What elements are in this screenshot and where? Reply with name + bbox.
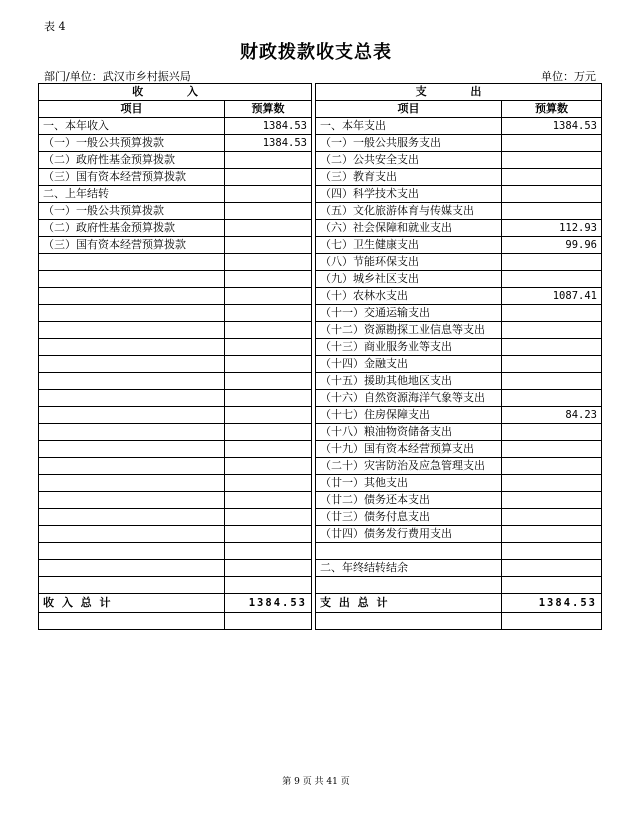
expense-item-cell: （廿三）债务付息支出 [316,509,502,526]
income-total-label: 收 入 总 计 [39,594,225,613]
expense-value-cell [502,526,602,543]
expense-value-cell: 112.93 [502,220,602,237]
blank-row [39,613,602,630]
page-footer: 第 9 页 共 41 页 [282,777,350,787]
expense-item-cell: （十二）资源勘探工业信息等支出 [316,322,502,339]
expense-value-cell [502,475,602,492]
expense-value-cell: 1087.41 [502,288,602,305]
income-value-cell [225,186,312,203]
income-item-cell [39,305,225,322]
expense-item-cell: （十一）交通运输支出 [316,305,502,322]
expense-item-cell: （十三）商业服务业等支出 [316,339,502,356]
income-value-cell [225,407,312,424]
expense-item-cell: （八）节能环保支出 [316,254,502,271]
income-item-cell [39,526,225,543]
expense-value-cell [502,152,602,169]
income-value-cell: 1384.53 [225,135,312,152]
expense-item-cell: 一、本年支出 [316,118,502,135]
income-value-cell [225,577,312,594]
income-item-cell [39,543,225,560]
table-row [39,543,602,560]
income-item-cell: （三）国有资本经营预算拨款 [39,169,225,186]
unit-label: 单位：万元 [541,70,596,83]
income-value-cell [225,475,312,492]
expense-item-cell: （五）文化旅游体育与传媒支出 [316,203,502,220]
expense-item-cell: （三）教育支出 [316,169,502,186]
income-value-cell [225,203,312,220]
table-row [39,152,602,169]
expense-value-cell [502,441,602,458]
expense-item-cell [316,577,502,594]
table-row [39,577,602,594]
table-row [39,526,602,543]
expense-value-cell: 1384.53 [502,118,602,135]
income-item-cell: （三）国有资本经营预算拨款 [39,237,225,254]
income-value-cell [225,254,312,271]
income-value-cell [225,322,312,339]
expense-value-cell: 84.23 [502,407,602,424]
table-row [39,220,602,237]
income-value-cell [225,288,312,305]
expense-item-cell: （二）公共安全支出 [316,152,502,169]
expense-item-cell: （十九）国有资本经营预算支出 [316,441,502,458]
table-row [39,458,602,475]
table-row [39,509,602,526]
income-item-cell: （二）政府性基金预算拨款 [39,152,225,169]
expense-item-cell: （廿二）债务还本支出 [316,492,502,509]
expense-value-cell [502,492,602,509]
income-value-cell [225,441,312,458]
income-item-cell [39,254,225,271]
income-item-cell: （一）一般公共预算拨款 [39,135,225,152]
table-row [39,203,602,220]
income-value-cell [225,339,312,356]
income-value-cell [225,305,312,322]
table-row [39,475,602,492]
expense-value-cell [502,356,602,373]
income-item-cell [39,288,225,305]
expense-value-cell: 99.96 [502,237,602,254]
expense-value-cell [502,271,602,288]
expense-item-cell: （二十）灾害防治及应急管理支出 [316,458,502,475]
income-item-cell [39,322,225,339]
income-value-cell [225,169,312,186]
expense-value-cell [502,458,602,475]
expense-item-cell: （四）科学技术支出 [316,186,502,203]
expense-item-cell: （七）卫生健康支出 [316,237,502,254]
income-value-cell [225,356,312,373]
expense-total-label: 支 出 总 计 [316,594,502,613]
expense-value-cell [502,203,602,220]
column-header-row [39,101,602,118]
expense-total-value: 1384.53 [502,594,602,613]
expense-item-cell [316,543,502,560]
expense-value-cell [502,322,602,339]
income-value-cell [225,560,312,577]
income-value-cell [225,492,312,509]
expense-item-cell: （一）一般公共服务支出 [316,135,502,152]
table-row [39,390,602,407]
expense-value-cell [502,424,602,441]
income-item-cell [39,441,225,458]
expense-value-cell [502,390,602,407]
table-row [39,441,602,458]
expense-budget-header: 预算数 [502,101,602,118]
totals-row [39,594,602,613]
table-row [39,560,602,577]
income-item-cell: （二）政府性基金预算拨款 [39,220,225,237]
expense-value-cell [502,509,602,526]
expense-item-cell: （十六）自然资源海洋气象等支出 [316,390,502,407]
income-value-cell [225,220,312,237]
expense-item-cell: （十五）援助其他地区支出 [316,373,502,390]
expense-item-cell: （十）农林水支出 [316,288,502,305]
table-row [39,356,602,373]
table-row [39,424,602,441]
income-value-cell [225,152,312,169]
income-item-cell [39,390,225,407]
table-row [39,118,602,135]
budget-table [38,83,602,630]
expense-item-cell: 二、年终结转结余 [316,560,502,577]
income-item-cell [39,492,225,509]
expense-value-cell [502,169,602,186]
expense-value-cell [502,135,602,152]
table-row [39,492,602,509]
table-row [39,237,602,254]
expense-value-cell [502,339,602,356]
income-section-header: 收 入 [39,84,312,101]
expense-value-cell [502,373,602,390]
income-item-cell [39,458,225,475]
expense-value-cell [502,254,602,271]
income-value-cell [225,458,312,475]
table-row [39,135,602,152]
table-row [39,254,602,271]
expense-item-cell: （六）社会保障和就业支出 [316,220,502,237]
income-value-cell [225,271,312,288]
table-row [39,305,602,322]
table-row [39,339,602,356]
expense-value-cell [502,560,602,577]
expense-value-cell [502,543,602,560]
expense-value-cell [502,305,602,322]
table-row [39,169,602,186]
department-label: 部门/单位：武汉市乡村振兴局 [44,70,191,83]
expense-item-header: 项目 [316,101,502,118]
income-item-cell [39,424,225,441]
income-value-cell: 1384.53 [225,118,312,135]
income-value-cell [225,543,312,560]
income-value-cell [225,390,312,407]
table-number: 表 4 [44,20,66,33]
expense-value-cell [502,577,602,594]
table-row [39,373,602,390]
income-item-cell [39,560,225,577]
income-item-cell [39,407,225,424]
table-row [39,322,602,339]
page-title: 财政拨款收支总表 [240,42,392,63]
table-row [39,186,602,203]
income-item-cell: （一）一般公共预算拨款 [39,203,225,220]
table-row [39,288,602,305]
expense-item-cell: （十四）金融支出 [316,356,502,373]
section-header-row [39,84,602,101]
income-item-header: 项目 [39,101,225,118]
income-value-cell [225,509,312,526]
expense-item-cell: （九）城乡社区支出 [316,271,502,288]
expense-item-cell: （十七）住房保障支出 [316,407,502,424]
income-value-cell [225,237,312,254]
income-budget-header: 预算数 [225,101,312,118]
income-value-cell [225,526,312,543]
expense-section-header: 支 出 [316,84,602,101]
income-value-cell [225,424,312,441]
expense-value-cell [502,186,602,203]
income-item-cell [39,356,225,373]
income-item-cell [39,271,225,288]
income-value-cell [225,373,312,390]
table-row [39,407,602,424]
expense-item-cell: （十八）粮油物资储备支出 [316,424,502,441]
income-item-cell: 一、本年收入 [39,118,225,135]
income-item-cell [39,373,225,390]
income-total-value: 1384.53 [225,594,312,613]
table-row [39,271,602,288]
income-item-cell [39,475,225,492]
income-item-cell [39,577,225,594]
income-item-cell [39,339,225,356]
income-item-cell [39,509,225,526]
expense-item-cell: （廿一）其他支出 [316,475,502,492]
income-item-cell: 二、上年结转 [39,186,225,203]
expense-item-cell: （廿四）债务发行费用支出 [316,526,502,543]
